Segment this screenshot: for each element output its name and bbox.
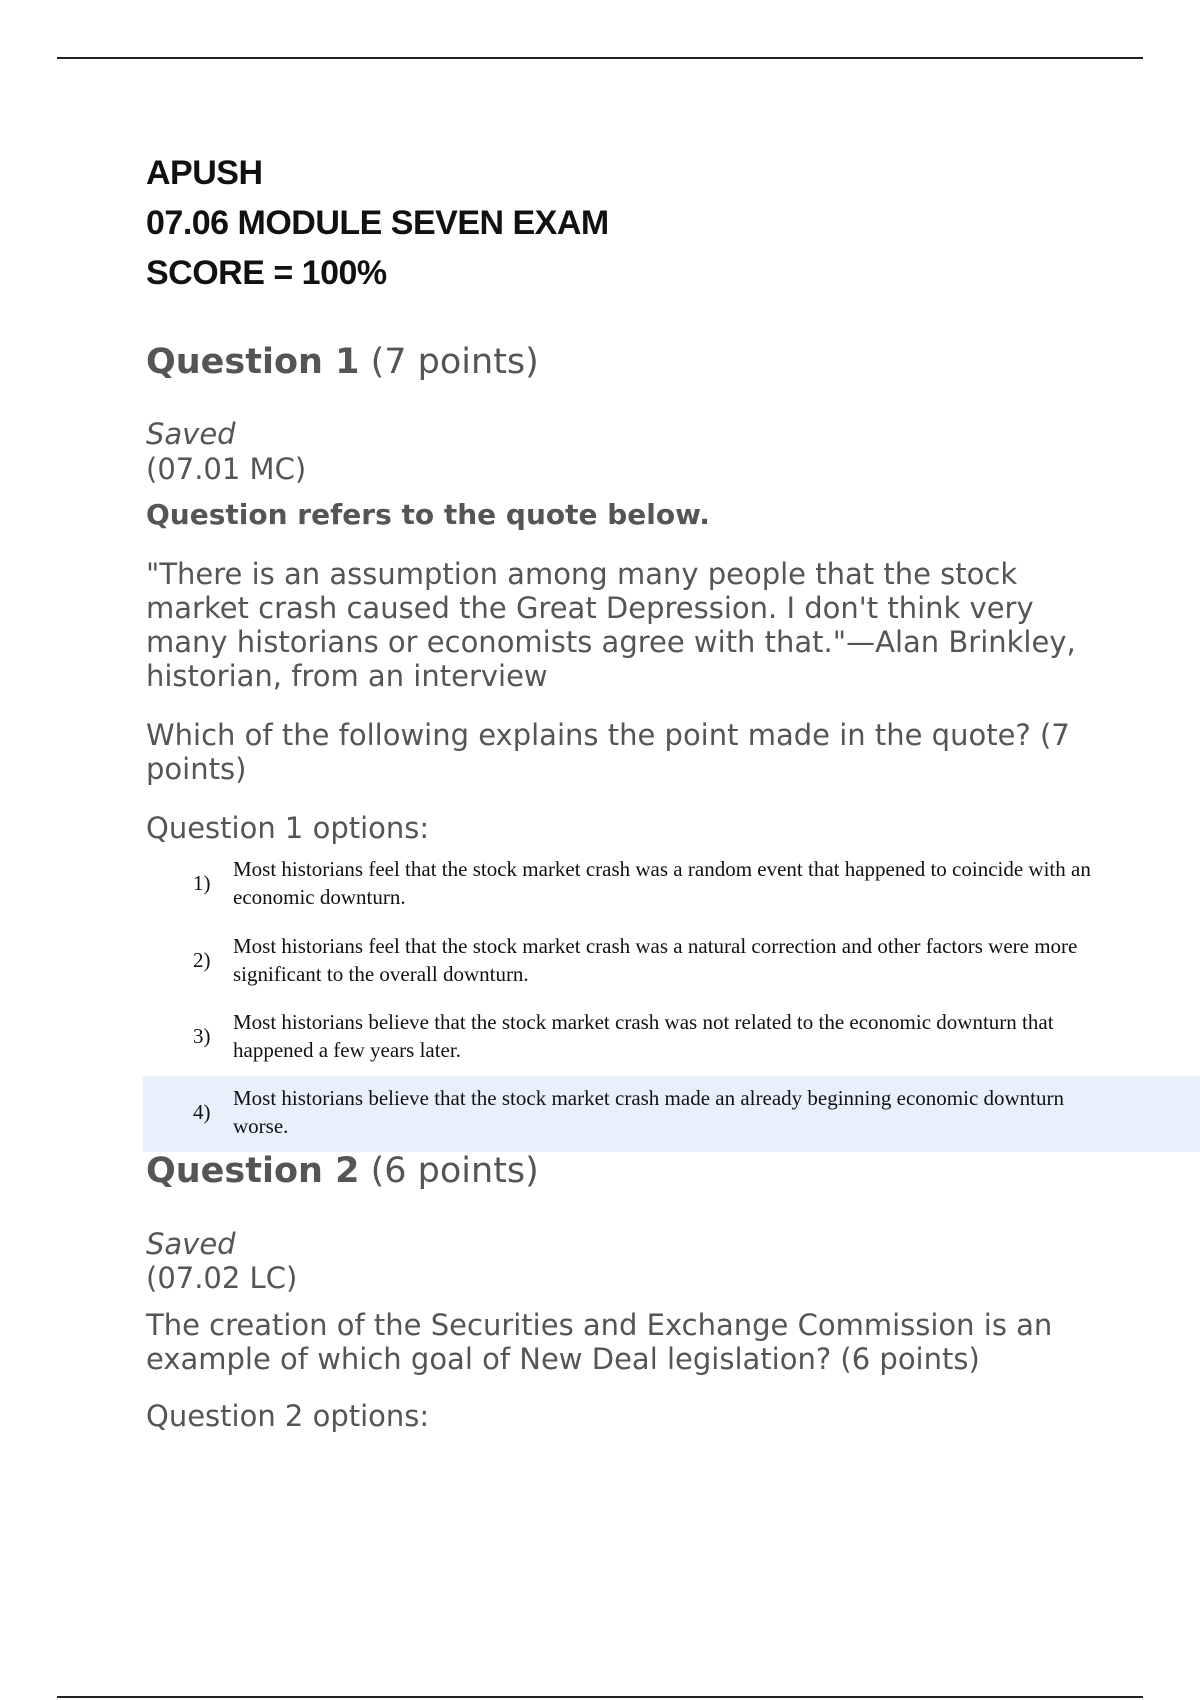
question-1-heading (146, 340, 539, 384)
option-text (233, 1008, 1200, 1064)
exam-title: 07.06 MODULE SEVEN EXAM (146, 204, 609, 242)
saved-status: Saved (146, 1227, 236, 1261)
document-header (146, 148, 609, 298)
option-number: 2) (193, 948, 211, 972)
option-number: 1) (193, 871, 211, 895)
option-text-line: worse. (233, 1114, 289, 1138)
answer-option-4-selected[interactable] (143, 1076, 1200, 1152)
question-code: (07.02 LC) (146, 1261, 298, 1295)
option-text-line: Most historians feel that the stock market crash was a random event that happened to coincide with an (233, 857, 1091, 881)
answer-option-2[interactable] (143, 932, 1200, 1008)
option-text (233, 1084, 1200, 1140)
option-text-line: Most historians believe that the stock market crash made an already beginning economic downturn (233, 1086, 1065, 1110)
bottom-rule (57, 1696, 1143, 1698)
question-prompt: Which of the following explains the point made in the quote? (7 points) (146, 718, 1070, 786)
saved-status: Saved (146, 417, 236, 451)
question-prompt: The creation of the Securities and Exchange Commission is an example of which goal of New Deal legislation? (6 points) (146, 1308, 1053, 1376)
question-label: Question 2 (146, 1151, 360, 1191)
question-label: Question 1 (146, 342, 360, 382)
question-2-heading (146, 1149, 539, 1193)
answer-option-3[interactable] (143, 1008, 1200, 1084)
options-label: Question 2 options: (146, 1399, 430, 1433)
course-title: APUSH (146, 154, 263, 192)
question-points: (7 points) (370, 342, 539, 382)
option-text-line: happened a few years later. (233, 1038, 461, 1062)
option-text-line: significant to the overall downturn. (233, 962, 529, 986)
option-text-line: Most historians believe that the stock market crash was not related to the economic downturn that (233, 1010, 1054, 1034)
option-text (233, 932, 1200, 988)
exam-score: SCORE = 100% (146, 254, 387, 292)
top-rule (57, 57, 1143, 59)
answer-option-1[interactable] (143, 855, 1200, 931)
option-text-line: economic downturn. (233, 885, 406, 909)
question-quote: "There is an assumption among many people that the stock market crash caused the Great Depression. I don't think very many historians or economists agree with that."—Alan Brinkley, historian, from an interview (146, 557, 1076, 693)
question-points: (6 points) (370, 1151, 539, 1191)
option-text-line: Most historians feel that the stock market crash was a natural correction and other factors were more (233, 934, 1078, 958)
question-code: (07.01 MC) (146, 452, 307, 486)
option-text (233, 855, 1200, 911)
options-label: Question 1 options: (146, 811, 430, 845)
question-instruction: Question refers to the quote below. (146, 498, 710, 531)
option-number: 3) (193, 1024, 211, 1048)
option-number: 4) (193, 1100, 211, 1124)
